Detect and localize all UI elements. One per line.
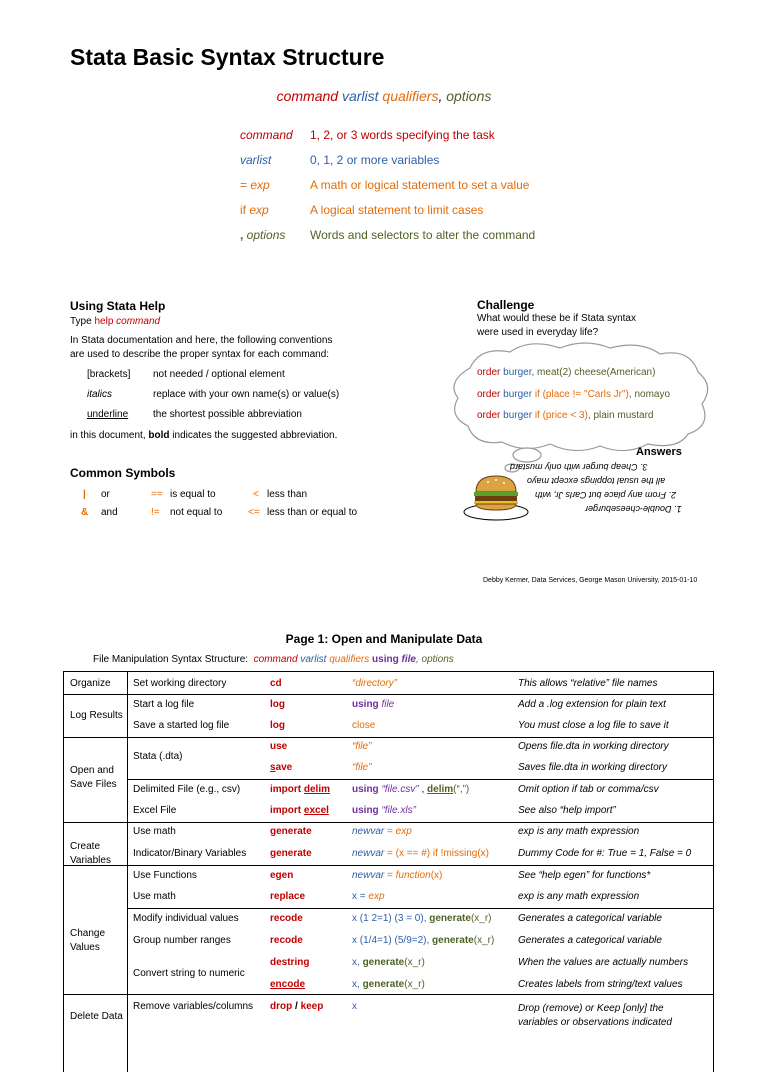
symbol-eq: == <box>151 489 163 500</box>
answer-2a: 2. From any place but Carls Jr, with <box>535 490 677 500</box>
cmd-encode: encode <box>270 979 306 990</box>
task-use-functions: Use Functions <box>133 870 197 881</box>
challenge-line-2: order burger if (place != "Carls Jr"), nomayo <box>477 389 671 400</box>
note-excel: See also “help import” <box>518 805 616 816</box>
challenge-question-2: were used in everyday life? <box>477 327 599 338</box>
symbol-eq-label: is equal to <box>170 489 216 500</box>
symbol-or: | <box>83 489 86 500</box>
def-command: command 1, 2, or 3 words specifying the task <box>240 128 495 142</box>
arg-destring: x, generate(x_r) <box>352 957 425 968</box>
syntax-options: options <box>446 88 492 104</box>
cmd-recode-2: recode <box>270 935 303 946</box>
convention-italics-desc: replace with your own name(s) or value(s) <box>153 389 340 400</box>
symbol-lt-label: less than <box>267 489 308 500</box>
cmd-drop-keep: drop / keep <box>270 1001 324 1012</box>
challenge-question-1: What would these be if Stata syntax <box>477 313 636 324</box>
note-recode-1: Generates a categorical variable <box>518 913 662 924</box>
symbols-heading: Common Symbols <box>70 466 176 480</box>
convention-brackets: [brackets] <box>87 369 131 380</box>
note-recode-2: Generates a categorical variable <box>518 935 662 946</box>
syntax-varlist: varlist <box>341 88 379 104</box>
note-cd: This allows “relative” file names <box>518 678 658 689</box>
note-encode: Creates labels from string/text values <box>518 979 683 990</box>
credit-line: Debby Kermer, Data Services, George Mason University, 2015-01-10 <box>483 577 698 584</box>
def-varlist: varlist 0, 1, 2 or more variables <box>240 153 440 167</box>
symbol-neq: != <box>151 507 160 518</box>
group-change-2: Values <box>70 942 100 953</box>
group-open-save-1: Open and <box>70 765 114 776</box>
note-generate: exp is any math expression <box>518 826 640 837</box>
def-exp: = exp A math or logical statement to set a value <box>240 178 530 192</box>
note-drop-1: Drop (remove) or Keep [only] the <box>518 1003 664 1014</box>
note-log-start: Add a .log extension for plain text <box>518 699 666 710</box>
cmd-log: log <box>270 699 285 710</box>
cmd-save: save <box>270 762 293 773</box>
convention-brackets-desc: not needed / optional element <box>153 369 285 380</box>
arg-recode-1: x (1 2=1) (3 = 0), generate(x_r) <box>352 913 492 924</box>
burger-icon <box>462 472 530 522</box>
arg-file-save: “file” <box>352 762 372 773</box>
syntax-command: command <box>276 88 339 104</box>
note-log-close: You must close a log file to save it <box>518 720 669 731</box>
cmd-generate-indicator: generate <box>270 848 312 859</box>
cmd-log-close: log <box>270 720 285 731</box>
cmd-replace: replace <box>270 891 306 902</box>
syntax-comma: , <box>438 88 443 104</box>
arg-newvar-exp: newvar = exp <box>352 826 412 837</box>
cmd-import-delim: import delim <box>270 784 331 795</box>
symbol-lt: < <box>253 489 259 500</box>
def-if-exp: if exp A logical statement to limit cases <box>240 203 484 217</box>
task-set-wd: Set working directory <box>133 678 227 689</box>
symbol-or-label: or <box>101 489 110 500</box>
syntax-qualifiers: qualifiers <box>382 88 439 104</box>
note-drop-2: variables or observations indicated <box>518 1017 672 1028</box>
note-delim: Omit option if tab or comma/csv <box>518 784 659 795</box>
note-egen: See “help egen” for functions* <box>518 870 651 881</box>
cmd-cd: cd <box>270 678 282 689</box>
group-change-1: Change <box>70 928 106 939</box>
note-destring: When the values are actually numbers <box>518 957 689 968</box>
group-create-2: Variables <box>70 855 111 866</box>
challenge-heading: Challenge <box>477 298 535 312</box>
arg-directory: “directory” <box>352 678 398 689</box>
syntax-table <box>63 671 714 1072</box>
arg-replace: x = exp <box>352 891 385 902</box>
task-use-math-gen: Use math <box>133 826 176 837</box>
symbol-and-label: and <box>101 507 118 518</box>
symbol-and: & <box>81 507 89 518</box>
task-save-log: Save a started log file <box>133 720 230 731</box>
task-indicator: Indicator/Binary Variables <box>133 848 247 859</box>
arg-using-csv: using “file.csv” , delim(“,”) <box>352 784 470 795</box>
help-heading: Using Stata Help <box>70 299 166 313</box>
group-organize: Organize <box>70 678 111 689</box>
symbol-le: <= <box>248 507 260 518</box>
cmd-egen: egen <box>270 870 294 881</box>
challenge-line-1: order burger, meat(2) cheese(American) <box>477 367 656 378</box>
task-remove-vars: Remove variables/columns <box>133 1001 254 1012</box>
cmd-use: use <box>270 741 288 752</box>
arg-file-use: “file” <box>352 741 372 752</box>
file-syntax-structure: File Manipulation Syntax Structure: command varlist qualifiers using file, options <box>93 654 454 665</box>
note-use: Opens file.dta in working directory <box>518 741 669 752</box>
task-stata-dta: Stata (.dta) <box>133 751 183 762</box>
group-create-1: Create <box>70 841 101 852</box>
page-title: Stata Basic Syntax Structure <box>70 44 385 70</box>
help-type-line: Type help command <box>70 316 161 327</box>
answer-3: 3. Cheap burger with only mustard <box>510 462 648 472</box>
task-start-log: Start a log file <box>133 699 195 710</box>
convention-underline-desc: the shortest possible abbreviation <box>153 409 302 420</box>
cmd-recode-1: recode <box>270 913 303 924</box>
note-replace: exp is any math expression <box>518 891 640 902</box>
convention-italics: italics <box>87 389 113 400</box>
symbol-le-label: less than or equal to <box>267 507 358 518</box>
group-delete: Delete Data <box>70 1011 123 1022</box>
help-para-1: In Stata documentation and here, the following conventions <box>70 335 333 346</box>
def-options: , options Words and selectors to alter the command <box>240 228 536 242</box>
section-title: Page 1: Open and Manipulate Data <box>285 632 483 646</box>
task-group-ranges: Group number ranges <box>133 935 231 946</box>
task-modify-values: Modify individual values <box>133 913 239 924</box>
help-para-2: are used to describe the proper syntax for each command: <box>70 349 330 360</box>
arg-encode: x, generate(x_r) <box>352 979 425 990</box>
note-save: Saves file.dta in working directory <box>518 762 667 773</box>
note-indicator: Dummy Code for #: True = 1, False = 0 <box>518 848 692 859</box>
answer-2b: all the usual toppings except mayo <box>527 476 666 486</box>
task-excel: Excel File <box>133 805 177 816</box>
syntax-structure <box>0 88 768 104</box>
bold-note: in this document, bold indicates the suggested abbreviation. <box>70 430 338 441</box>
cmd-destring: destring <box>270 957 310 968</box>
arg-using-xls: using “file.xls” <box>352 805 416 816</box>
group-open-save-2: Save Files <box>70 779 117 790</box>
task-convert-string: Convert string to numeric <box>133 968 245 979</box>
answer-1: 1. Double-cheeseburger <box>585 504 682 514</box>
task-use-math-replace: Use math <box>133 891 176 902</box>
arg-using-file: using file <box>352 699 395 710</box>
symbol-neq-label: not equal to <box>170 507 223 518</box>
answers-heading: Answers <box>636 446 682 458</box>
group-log-results: Log Results <box>70 710 123 721</box>
arg-egen: newvar = function(x) <box>352 870 443 881</box>
cmd-import-excel: import excel <box>270 805 329 816</box>
cmd-generate: generate <box>270 826 312 837</box>
arg-indicator: newvar = (x == #) if !missing(x) <box>352 848 489 859</box>
convention-underline: underline <box>87 409 129 420</box>
arg-recode-2: x (1/4=1) (5/9=2), generate(x_r) <box>352 935 495 946</box>
arg-close: close <box>352 720 376 731</box>
arg-drop-x: x <box>352 1001 357 1012</box>
task-delimited: Delimited File (e.g., csv) <box>133 784 241 795</box>
challenge-line-3: order burger if (price < 3), plain mustard <box>477 410 654 421</box>
